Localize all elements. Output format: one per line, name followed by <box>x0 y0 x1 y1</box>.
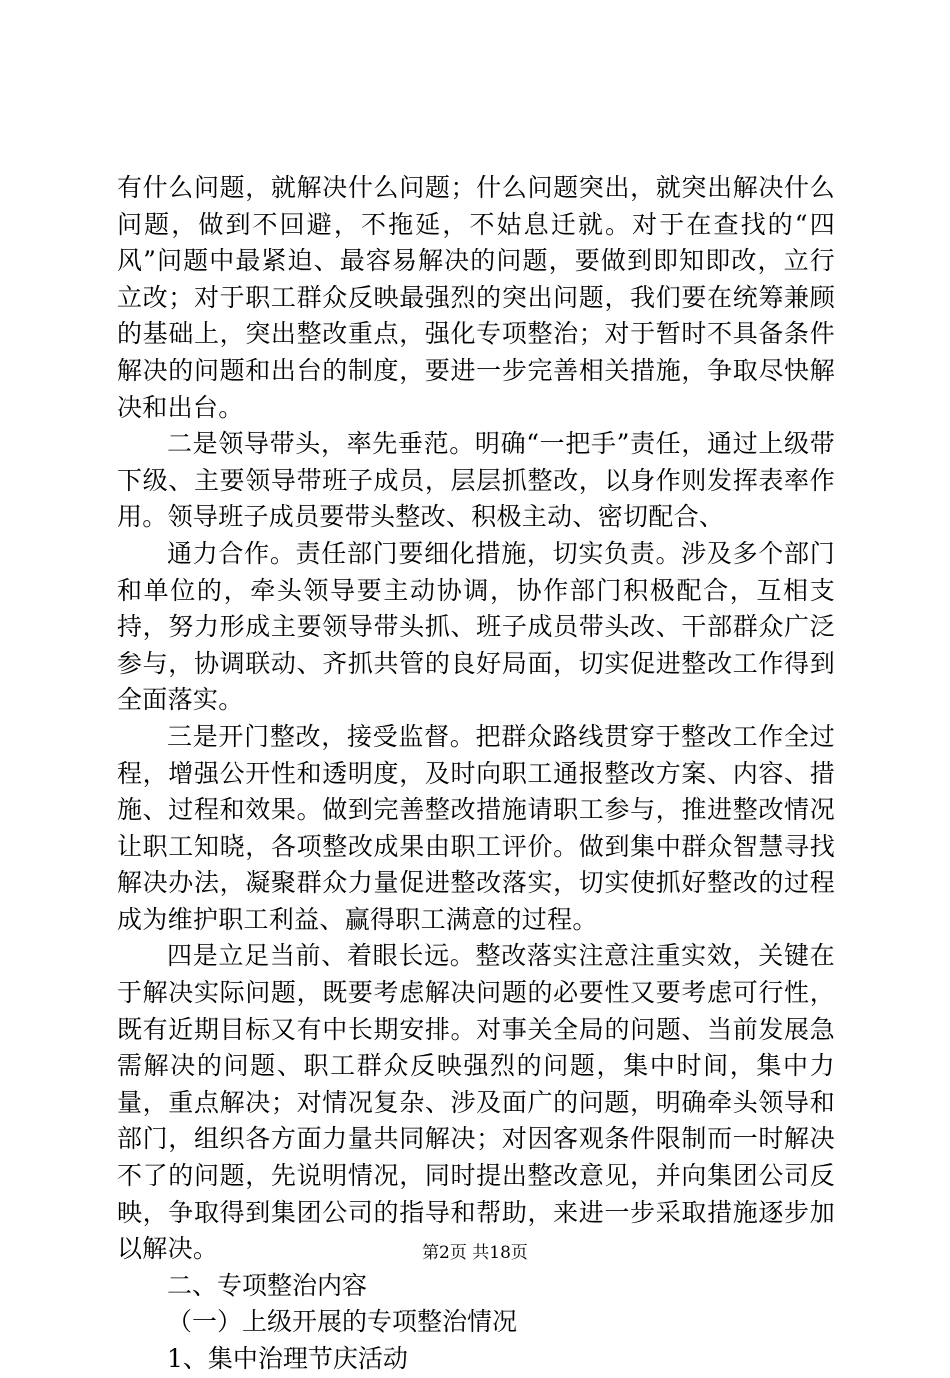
paragraph-point-four: 四是立足当前、着眼长远。整改落实注意注重实效，关键在于解决实际问题，既要考虑解决问题的必要性又要考虑可行性，既有近期目标又有中长期安排。对事关全局的问题、当前发展急需解决的问题、职工群众反映强烈的问题，集中时间，集中力量，重点解决；对情况复杂、涉及面广的问题，明确牵头领导和部门，组织各方面力量共同解决；对因客观条件限制而一时解决不了的问题，先说明情况，同时提出整改意见，并向集团公司反映，争取得到集团公司的指导和帮助，来进一步采取措施逐步加以解决。 <box>117 941 835 1264</box>
subsection-heading: （一）上级开展的专项整治情况 <box>167 1307 518 1337</box>
document-body <box>117 170 835 1378</box>
section-heading: 二、专项整治内容 <box>167 1270 368 1300</box>
paragraph-cooperation: 通力合作。责任部门要细化措施，切实负责。涉及多个部门和单位的，牵头领导要主动协调，协作部门积极配合，互相支持，努力形成主要领导带头抓、班子成员带头改、干部群众广泛参与，协调联动、齐抓共管的良好局面，切实促进整改工作得到全面落实。 <box>117 538 835 715</box>
item-heading: 1、集中治理节庆活动 <box>167 1344 408 1373</box>
paragraph-point-two: 二是领导带头，率先垂范。明确“一把手”责任，通过上级带下级、主要领导带班子成员，层层抓整改，以身作则发挥表率作用。领导班子成员要带头整改、积极主动、密切配合、 <box>117 429 835 532</box>
page-number-footer: 第2页 共18页 <box>422 1243 528 1263</box>
paragraph-continuation: 有什么问题，就解决什么问题；什么问题突出，就突出解决什么问题，做到不回避，不拖延，不姑息迁就。对于在查找的“四风”问题中最紧迫、最容易解决的问题，要做到即知即改，立行立改；对于职工群众反映最强烈的突出问题，我们要在统筹兼顾的基础上，突出整改重点，强化专项整治；对于暂时不具备条件解决的问题和出台的制度，要进一步完善相关措施，争取尽快解决和出台。 <box>117 173 835 422</box>
paragraph-point-three: 三是开门整改，接受监督。把群众路线贯穿于整改工作全过程，增强公开性和透明度，及时向职工通报整改方案、内容、措施、过程和效果。做到完善整改措施请职工参与，推进整改情况让职工知晓，各项整改成果由职工评价。做到集中群众智慧寻找解决办法，凝聚群众力量促进整改落实，切实使抓好整改的过程成为维护职工利益、赢得职工满意的过程。 <box>117 721 835 934</box>
